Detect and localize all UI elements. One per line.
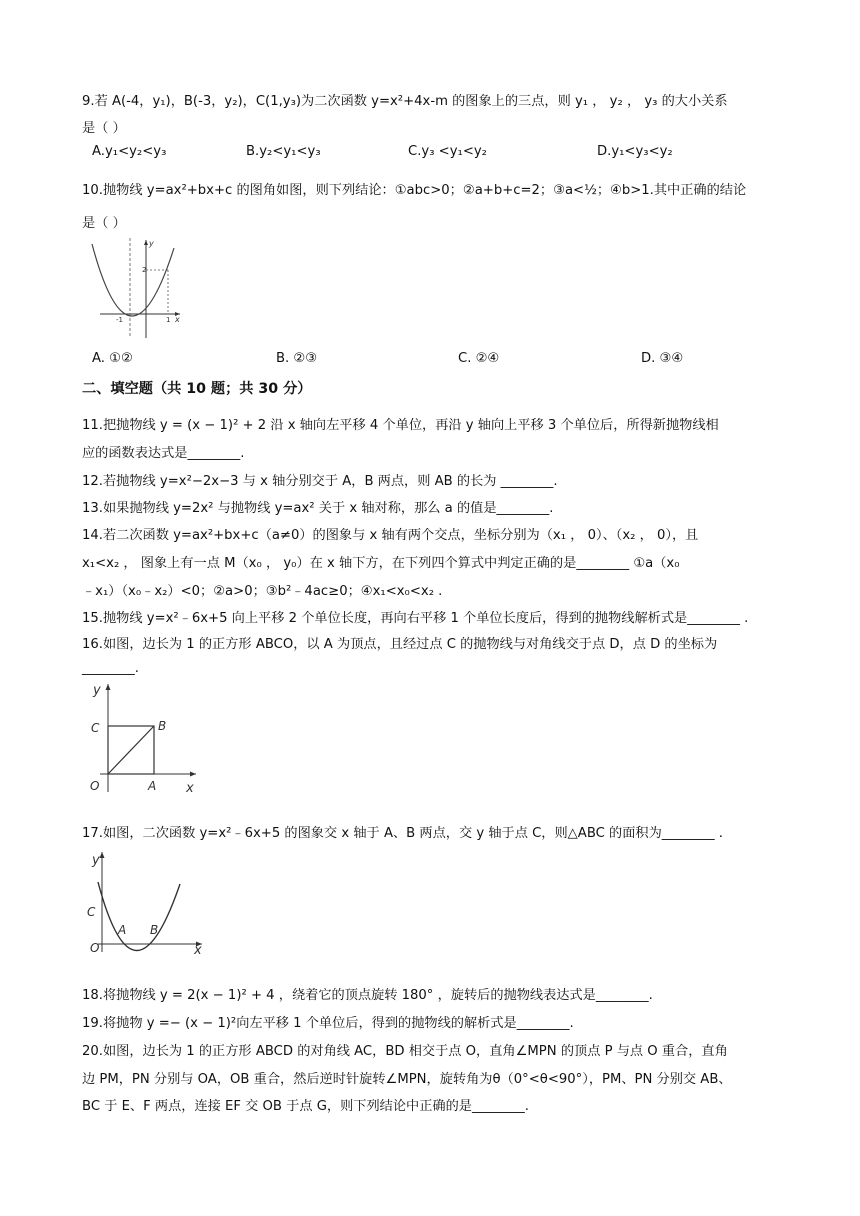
q16-stem-line1: 16.如图，边长为 1 的正方形 ABCO，以 A 为顶点，且经过点 C 的抛物线与对角线交于点 D，点 D 的坐标为	[82, 637, 718, 652]
q10-label-neg1: -1	[116, 316, 123, 324]
q14-stem-line1: 14.若二次函数 y=ax²+bx+c（a≠0）的图象与 x 轴有两个交点，坐标分别为（x₁ ， 0）、（x₂ ， 0），且	[82, 528, 699, 543]
q17-parabola-graph	[84, 848, 208, 958]
q20-stem-line1: 20.如图，边长为 1 的正方形 ABCD 的对角线 AC，BD 相交于点 O，直角∠MPN 的顶点 P 与点 O 重合，直角	[82, 1044, 728, 1059]
q18-stem: 18.将抛物线 y = 2(x − 1)² + 4 ，绕着它的顶点旋转 180° ，旋转后的抛物线表达式是________.	[82, 988, 653, 1003]
q10-label-2: 2	[142, 266, 147, 274]
q19-stem: 19.将抛物 y =− (x − 1)²向左平移 1 个单位后，得到的抛物线的解析式是________.	[82, 1016, 574, 1031]
q13-stem: 13.如果抛物线 y=2x² 与抛物线 y=ax² 关于 x 轴对称，那么 a 的值是________.	[82, 501, 554, 516]
q16-label-c: C	[91, 721, 100, 735]
q15-stem: 15.抛物线 y=x²﹣6x+5 向上平移 2 个单位长度，再向右平移 1 个单位长度后，得到的抛物线解析式是________ .	[82, 611, 749, 626]
q10-option-c: C. ②④	[458, 351, 500, 366]
q9-stem-line1: 9.若 A(-4，y₁)，B(-3，y₂)，C(1,y₃)为二次函数 y=x²+4x-m 的图象上的三点，则 y₁ ， y₂ ， y₃ 的大小关系	[82, 94, 728, 109]
q10-label-x: x	[175, 315, 180, 324]
q14-stem-line2: x₁<x₂ ， 图象上有一点 M（x₀ ， y₀）在 x 轴下方，在下列四个算式中判定正确的是________ ①a（x₀	[82, 556, 680, 571]
q9-option-b: B.y₂<y₁<y₃	[246, 144, 321, 159]
q10-option-a: A. ①②	[92, 351, 133, 366]
q17-parabola-curve	[98, 882, 180, 951]
q12-stem: 12.若抛物线 y=x²−2x−3 与 x 轴分别交于 A，B 两点，则 AB 的长为 ________.	[82, 474, 558, 489]
q16-square-graph	[84, 680, 204, 800]
q10-stem-line2: 是（ ）	[82, 216, 126, 231]
q16-diagonal	[108, 726, 154, 774]
q9-option-c: C.y₃ <y₁<y₂	[408, 144, 487, 159]
q10-label-1: 1	[166, 316, 171, 324]
q16-label-x: x	[186, 781, 194, 796]
q10-label-y: y	[149, 239, 154, 248]
q16-label-a: A	[148, 779, 157, 793]
q17-label-c: C	[87, 905, 96, 919]
q17-label-y: y	[92, 853, 100, 868]
q10-stem-line1: 10.抛物线 y=ax²+bx+c 的图角如图，则下列结论：①abc>0；②a+b+c=2；③a<½；④b>1.其中正确的结论	[82, 183, 747, 198]
q10-parabola-curve	[92, 244, 174, 316]
section-title: 二、填空题（共 10 题；共 30 分）	[82, 381, 312, 397]
q11-stem-line1: 11.把抛物线 y = (x − 1)² + 2 沿 x 轴向左平移 4 个单位，再沿 y 轴向上平移 3 个单位后，所得新抛物线相	[82, 418, 719, 433]
q16-label-b: B	[158, 719, 167, 733]
q20-stem-line3: BC 于 E、F 两点，连接 EF 交 OB 于点 G，则下列结论中正确的是________.	[82, 1099, 529, 1114]
q10-option-d: D. ③④	[641, 351, 684, 366]
q17-label-a: A	[118, 923, 127, 937]
q11-stem-line2: 应的函数表达式是________.	[82, 446, 245, 461]
q9-option-d: D.y₁<y₃<y₂	[597, 144, 673, 159]
q16-stem-line2: ________.	[82, 661, 139, 676]
q10-option-b: B. ②③	[276, 351, 318, 366]
q20-stem-line2: 边 PM，PN 分别与 OA，OB 重合，然后逆时针旋转∠MPN，旋转角为θ（0°<θ<90°），PM、PN 分别交 AB、	[82, 1072, 732, 1087]
q9-option-a: A.y₁<y₂<y₃	[92, 144, 167, 159]
q17-label-b: B	[150, 923, 159, 937]
q16-label-o: O	[90, 779, 100, 793]
q16-label-y: y	[93, 683, 101, 698]
q14-stem-line3: ﹣x₁）（x₀﹣x₂）<0；②a>0；③b²﹣4ac≥0；④x₁<x₀<x₂ .	[82, 584, 443, 599]
q10-parabola-graph	[86, 236, 186, 344]
q17-label-x: x	[194, 943, 202, 958]
q17-stem: 17.如图，二次函数 y=x²﹣6x+5 的图象交 x 轴于 A、B 两点，交 y 轴于点 C，则△ABC 的面积为________ .	[82, 826, 723, 841]
q17-label-o: O	[90, 941, 100, 955]
q9-stem-line2: 是（ ）	[82, 121, 126, 136]
